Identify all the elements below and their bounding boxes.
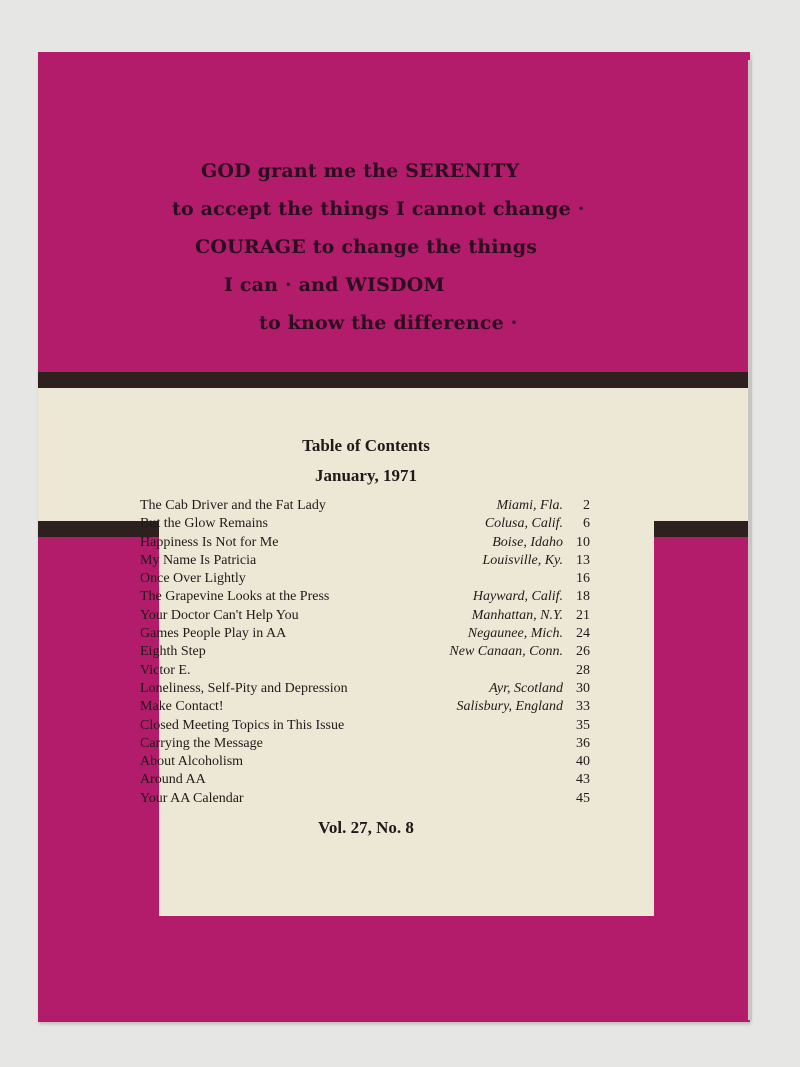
toc-entry — [140, 698, 590, 716]
entry-page-number: 35 — [576, 717, 590, 733]
prayer-line: COURAGE to change the things — [195, 236, 538, 258]
entry-title: But the Glow Remains — [140, 516, 268, 532]
entry-page-number: 16 — [576, 571, 590, 587]
entry-title: Your Doctor Can't Help You — [140, 607, 299, 623]
entry-location: Manhattan, N.Y. — [471, 607, 563, 623]
entry-location: Boise, Idaho — [492, 534, 563, 550]
entry-location: Salisbury, England — [456, 699, 563, 715]
entry-location: New Canaan, Conn. — [449, 644, 563, 660]
toc-entry — [140, 515, 590, 533]
toc-entry — [140, 497, 590, 515]
toc-entry — [140, 588, 590, 606]
entry-location: Louisville, Ky. — [482, 552, 563, 568]
entry-title: The Cab Driver and the Fat Lady — [140, 498, 326, 513]
prayer-line: to accept the things I cannot change · — [172, 198, 585, 220]
toc-entry — [140, 717, 590, 735]
entry-title: Happiness Is Not for Me — [140, 534, 279, 550]
entry-location: Miami, Fla. — [496, 498, 563, 513]
issue-date: January, 1971 — [314, 466, 418, 485]
toc-entry — [140, 570, 590, 588]
entry-title: Make Contact! — [140, 699, 224, 715]
divider-stripe — [38, 372, 750, 388]
toc-entry — [140, 680, 590, 698]
entry-location: Hayward, Calif. — [472, 589, 563, 605]
entry-page-number: 21 — [576, 607, 590, 623]
entry-title: Your AA Calendar — [140, 790, 244, 806]
entry-page-number: 6 — [583, 516, 590, 532]
entry-title: Around AA — [140, 772, 206, 788]
prayer-line: I can · and WISDOM — [224, 274, 445, 296]
toc-entry — [140, 790, 590, 808]
entry-page-number: 24 — [576, 626, 590, 642]
entry-page-number: 28 — [576, 662, 590, 678]
entry-location: Colusa, Calif. — [484, 516, 563, 532]
toc-list — [140, 497, 590, 808]
entry-page-number: 45 — [576, 790, 590, 806]
divider-stripe — [654, 521, 750, 537]
toc-entry — [140, 771, 590, 789]
entry-page-number: 2 — [583, 498, 590, 513]
prayer-line: to know the difference · — [259, 312, 518, 334]
entry-page-number: 33 — [576, 699, 590, 715]
entry-title: Games People Play in AA — [140, 626, 287, 642]
toc-entry — [140, 607, 590, 625]
entry-page-number: 18 — [576, 589, 590, 605]
entry-title: Carrying the Message — [140, 735, 263, 751]
entry-title: The Grapevine Looks at the Press — [140, 589, 330, 605]
entry-location: Ayr, Scotland — [489, 680, 563, 696]
entry-page-number: 13 — [576, 552, 590, 568]
entry-title: About Alcoholism — [140, 754, 244, 770]
entry-title: Closed Meeting Topics in This Issue — [140, 717, 345, 733]
toc-entry — [140, 534, 590, 552]
entry-page-number: 10 — [576, 534, 590, 550]
toc-entry — [140, 552, 590, 570]
toc-entry — [140, 735, 590, 753]
entry-title: Eighth Step — [140, 644, 206, 660]
prayer-line: GOD grant me the SERENITY — [201, 160, 520, 182]
entry-page-number: 36 — [576, 735, 590, 751]
entry-location: Negaunee, Mich. — [467, 626, 563, 642]
entry-title: Victor E. — [140, 662, 191, 678]
toc-entry — [140, 662, 590, 680]
volume-number: Vol. 27, No. 8 — [318, 818, 414, 837]
entry-title: My Name Is Patricia — [140, 552, 257, 568]
toc-entry — [140, 625, 590, 643]
entry-page-number: 26 — [576, 644, 590, 660]
toc-entry — [140, 753, 590, 771]
page-edge — [748, 60, 752, 1020]
entry-page-number: 40 — [576, 754, 590, 770]
toc-heading: Table of Contents — [302, 436, 430, 455]
entry-page-number: 30 — [576, 680, 590, 696]
entry-title: Loneliness, Self-Pity and Depression — [140, 680, 348, 696]
entry-page-number: 43 — [576, 772, 590, 788]
toc-entry — [140, 643, 590, 661]
entry-title: Once Over Lightly — [140, 571, 246, 587]
